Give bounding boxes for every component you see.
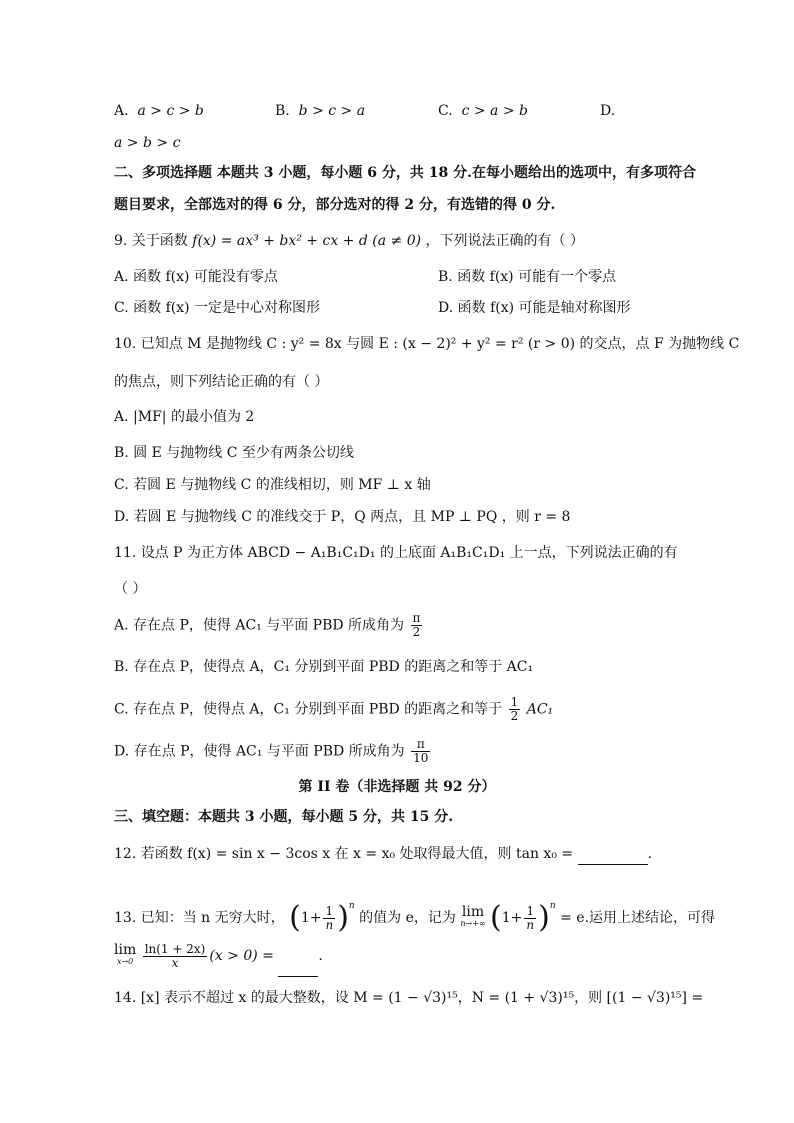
q13-answer-blank[interactable] (278, 936, 318, 977)
q8-option-b (275, 101, 365, 121)
q13-frac2-num: 1 (524, 905, 536, 919)
section2-header-line1: 二、多项选择题 本题共 3 小题，每小题 6 分，共 18 分.在每小题给出的选项中，有多项符合 (114, 165, 696, 181)
q12-end: . (647, 846, 653, 862)
q9-stem-prefix: 9. 关于函数 (114, 233, 188, 249)
q13-stem-line2 (114, 936, 684, 976)
q9-option-c: C. 函数 f(x) 一定是中心对称图形 (114, 300, 321, 316)
q8-option-d-expr: a > b > c (114, 135, 181, 151)
q13-lim-sub: n→+∞ (460, 919, 486, 928)
q11-option-a-fraction (411, 612, 423, 639)
q12-stem (114, 844, 684, 865)
q10-option-b: B. 圆 E 与抛物线 C 至少有两条公切线 (114, 445, 354, 461)
q11-option-a-numerator: π (412, 611, 421, 625)
part2-title: 第 II 卷（非选择题 共 92 分） (298, 779, 496, 795)
q13-right-paren-2: ) (538, 900, 550, 935)
q13-exponent-2: n (549, 901, 556, 911)
q8-option-c-label: C. (438, 103, 453, 119)
q13-mid1: 的值为 e，记为 (359, 910, 456, 926)
q11-option-c-denominator: 2 (510, 709, 519, 723)
q13-mid2: = e.运用上述结论，可得 (560, 910, 716, 926)
q13-frac1-num: 1 (323, 905, 335, 919)
q12-answer-blank[interactable] (578, 844, 648, 865)
q11-option-c-text: C. 存在点 P，使得点 A，C₁ 分别到平面 PBD 的距离之和等于 (114, 701, 503, 718)
q13-line2-numerator: ln(1 + 2x) (144, 941, 206, 956)
q10-option-c: C. 若圆 E 与抛物线 C 的准线相切，则 MF ⊥ x 轴 (114, 477, 431, 493)
q11-option-c (114, 696, 684, 723)
q13-end: . (318, 948, 323, 964)
q11-option-c-numerator: 1 (510, 695, 519, 709)
q8-option-b-label: B. (275, 103, 290, 119)
q13-line2-limit (114, 944, 136, 968)
q10-option-a: A. |MF| 的最小值为 2 (114, 409, 255, 425)
q13-one-plus: 1+ (300, 910, 322, 926)
q9-option-d: D. 函数 f(x) 可能是轴对称图形 (438, 300, 631, 316)
q13-prefix: 13. 已知：当 n 无穷大时， (114, 910, 285, 926)
q13-lim-label: lim (461, 904, 485, 920)
q13-line2-lim-label: lim (114, 942, 137, 958)
q11-option-a-text: A. 存在点 P，使得 AC₁ 与平面 PBD 所成角为 (114, 617, 405, 634)
q13-line2-tail: (x > 0) = (209, 948, 274, 964)
q13-fraction-2 (524, 905, 536, 932)
q11-option-d-denominator: 10 (413, 751, 429, 765)
q11-option-d (114, 738, 684, 765)
q13-frac1-den: n (325, 917, 334, 932)
q12-text: 12. 若函数 f(x) = sin x − 3cos x 在 x = x₀ 处取得最大值，则 tan x₀ = (114, 846, 574, 862)
q13-line2-fraction (143, 943, 208, 970)
q13-stem-line1 (114, 886, 716, 935)
q13-right-paren: ) (337, 900, 349, 935)
q13-left-paren: ( (289, 900, 301, 935)
q11-option-c-tail: AC₁ (526, 701, 554, 718)
q13-fraction-1 (323, 905, 335, 932)
q8-option-d-letter: D. (600, 103, 616, 119)
q8-option-c-expr: c > a > b (461, 103, 528, 119)
q8-option-a (114, 101, 204, 121)
q10-stem-line2: 的焦点，则下列结论正确的有（ ） (114, 374, 329, 390)
q11-option-d-fraction (411, 738, 430, 765)
q8-option-a-label: A. (114, 103, 129, 119)
q13-line2-lim-sub: x→0 (116, 957, 134, 966)
q11-option-a-denominator: 2 (412, 625, 421, 639)
q13-exponent-1: n (348, 901, 355, 911)
q11-option-b: B. 存在点 P，使得点 A，C₁ 分别到平面 PBD 的距离之和等于 AC₁ (114, 659, 534, 675)
q13-one-plus-2: 1+ (501, 910, 523, 926)
q8-option-b-expr: b > c > a (298, 103, 366, 119)
q9-option-a: A. 函数 f(x) 可能没有零点 (114, 269, 278, 285)
section2-header-line2: 题目要求，全部选对的得 6 分，部分选对的得 2 分，有选错的得 0 分. (114, 197, 556, 213)
q13-line2-denominator: x (171, 955, 179, 970)
q9-stem-function: f(x) = ax³ + bx² + cx + d (a ≠ 0) (192, 233, 422, 249)
q14-stem: 14. [x] 表示不超过 x 的最大整数，设 M = (1 − √3)¹⁵，N = (1 + √3)¹⁵，则 [(1 − √3)¹⁵] = (114, 990, 704, 1006)
q11-stem-line1: 11. 设点 P 为正方体 ABCD − A₁B₁C₁D₁ 的上底面 A₁B₁C₁D₁ 上一点，下列说法正确的有 (114, 545, 678, 561)
q9-stem-suffix: ，下列说法正确的有（ ） (425, 233, 584, 249)
q13-limit (460, 906, 485, 930)
q8-option-c (438, 101, 528, 121)
section3-header: 三、填空题：本题共 3 小题，每小题 5 分，共 15 分. (114, 809, 454, 825)
q8-option-d-label (600, 101, 615, 121)
q8-option-a-expr: a > c > b (137, 103, 204, 119)
q11-stem-line2: （ ） (114, 581, 147, 597)
q11-option-c-fraction (509, 696, 521, 723)
q13-left-paren-2: ( (490, 900, 502, 935)
q11-option-a (114, 612, 684, 639)
q9-stem (114, 231, 684, 251)
q11-option-d-text: D. 存在点 P，使得 AC₁ 与平面 PBD 所成角为 (114, 743, 405, 760)
q11-option-d-numerator: π (411, 738, 430, 752)
q13-frac2-den: n (526, 917, 535, 932)
q10-option-d: D. 若圆 E 与抛物线 C 的准线交于 P，Q 两点，且 MP ⊥ PQ ，则 r = 8 (114, 509, 571, 525)
q10-stem-line1: 10. 已知点 M 是抛物线 C : y² = 8x 与圆 E : (x − 2)² + y² = r² (r > 0) 的交点，点 F 为抛物线 C (114, 336, 740, 352)
q9-option-b: B. 函数 f(x) 可能有一个零点 (438, 269, 617, 285)
